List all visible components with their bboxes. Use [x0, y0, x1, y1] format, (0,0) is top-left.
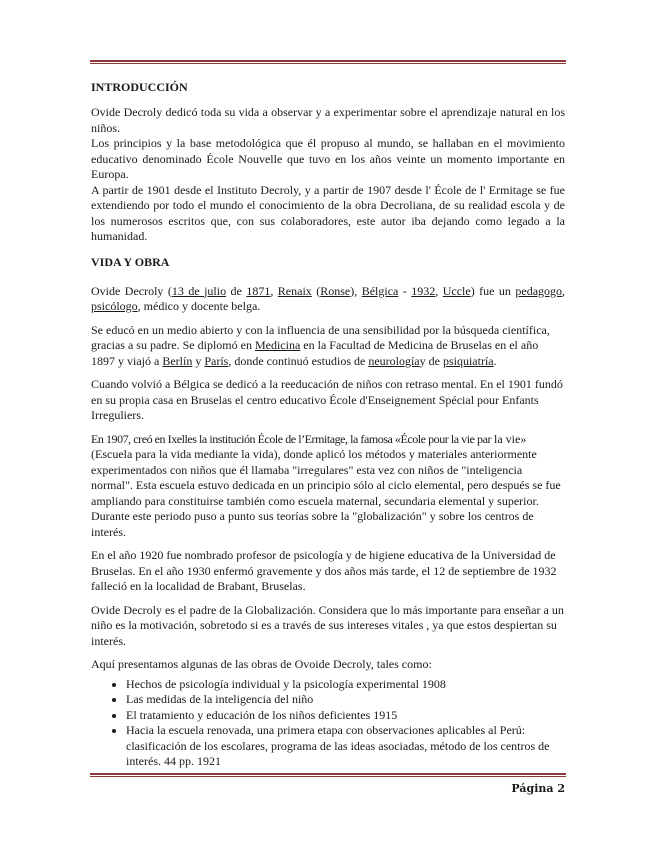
text-fragment: y de — [419, 353, 443, 368]
vida-paragraph-5: En el año 1920 fue nombrado profesor de psicología y de higiene educativa de la Universidad de Bruselas. En el año 1930 enfermó gravemente y dos años más tarde, el 12 de septiembre de 1932 falleció en la localidad de Brabant, Bruselas. — [91, 548, 557, 593]
section-gap — [91, 245, 565, 255]
text-fragment: en la Facultad de Medicina de Bruselas en el año 1897 y viajó a — [91, 338, 539, 368]
vida-paragraph-2 — [91, 323, 565, 370]
text-fragment: . — [493, 353, 497, 368]
list-item: • Las medidas de la inteligencia del niño — [126, 692, 565, 708]
link-year-birth[interactable]: 1871 — [246, 283, 271, 298]
text-fragment: , — [435, 283, 443, 298]
link-date[interactable]: 13 de julio — [171, 283, 227, 298]
vida-paragraph-6: Ovide Decroly es el padre de la Globalización. Considera que lo más importante para enseñar a un niño es la motivación, sobretodo si es a través de sus intereses vitales , ya que estos despiertan su interés. — [91, 602, 564, 648]
link-uccle[interactable]: Uccle — [442, 283, 471, 298]
text-fragment: de — [226, 283, 247, 298]
header-rule — [90, 60, 566, 64]
link-renaix[interactable]: Renaix — [277, 283, 312, 298]
link-pedagogo[interactable]: pedagogo — [515, 283, 563, 298]
vida-paragraph-7: Aquí presentamos algunas de las obras de Ovoide Decroly, tales como: — [91, 657, 432, 671]
link-berlin[interactable]: Berlín — [162, 353, 193, 368]
vida-heading: VIDA Y OBRA — [91, 254, 170, 269]
text-fragment: ( — [311, 283, 321, 298]
text-fragment: Ovide Decroly ( — [91, 283, 172, 298]
paragraph-4-rest: la vie» (Escuela para la vida mediante la vida), donde aplicó los métodos y materiales anteriormente experimentados con niños que él llamaba "irregulares" esta vez con niños de "inteligencia normal". Esta escuela estuvo dedicada en un principio sólo al ciclo elemental, pero después se fue ampliando para constituirse también como escuela maternal, secundaria elemental y superior. Durante este periodo puso a punto sus teorías sobre la "globalización" y sobre los centros de interés. — [91, 431, 561, 539]
list-item: • Hechos de psicología individual y la psicología experimental 1908 — [126, 677, 565, 693]
intro-heading: INTRODUCCIÓN — [91, 80, 188, 94]
text-fragment: , — [562, 283, 566, 298]
intro-paragraph-1: Ovide Decroly dedicó toda su vida a observar y a experimentar sobre el aprendizaje natural en los niños. — [91, 105, 565, 135]
link-medicina[interactable]: Medicina — [254, 338, 301, 352]
link-ronse[interactable]: Ronse — [320, 283, 351, 298]
list-item: • Hacia la escuela renovada, una primera etapa con observaciones aplicables al Perú: clasificación de los escolares, programa de las ideas asociadas, método de los centros de interés. 44 pp. 1921 — [126, 723, 565, 770]
link-neurologia[interactable]: neurología — [368, 353, 420, 368]
works-list — [91, 677, 565, 770]
intro-paragraph-3: A partir de 1901 desde el Instituto Decroly, y a partir de 1907 desde l' École de l' Ermitage se fue extendiendo por todo el mundo el conocimiento de la obra Decroliana, de su realidad escola y de los numerosos escritos que, con sus colaboradores, este autor iba dejando como legado a la humanidad. — [91, 182, 565, 243]
text-fragment: , donde continuó estudios de — [228, 353, 369, 368]
link-year-death[interactable]: 1932 — [411, 283, 436, 298]
list-item: • El tratamiento y educación de los niños deficientes 1915 — [126, 708, 565, 724]
page-content — [91, 80, 565, 770]
text-fragment: , médico y docente belga. — [137, 299, 261, 313]
text-fragment: ), — [350, 283, 362, 298]
page-number: Página 2 — [511, 782, 565, 795]
link-psicologo[interactable]: psicólogo — [91, 299, 138, 313]
paragraph-4-first-line: En 1907, creó en Ixelles la institución École de l’Ermitage, la famosa «École pour la vie par — [91, 431, 491, 446]
link-psiquiatria[interactable]: psiquiatría — [442, 353, 494, 368]
text-fragment: Se educó en un medio abierto y con la influencia de una sensibilidad por la búsqueda científica, gracias a su padre. Se diplomó en — [91, 322, 550, 352]
link-belgica[interactable]: Bélgica — [361, 283, 399, 298]
text-fragment: , — [270, 283, 278, 298]
text-fragment: y — [192, 353, 205, 368]
text-fragment: - — [398, 283, 412, 298]
vida-paragraph-3: Cuando volvió a Bélgica se dedicó a la reeducación de niños con retraso mental. En el 1901 fundó en su propia casa en Bruselas el centro educativo École d'Enseignement Spécial pour Enfants Irreguliers. — [91, 377, 563, 422]
intro-paragraph-2: Los principios y la base metodológica que él propuso al mundo, se hallaban en el movimiento educativo denominado École Nouvelle que tuvo en los años veinte un momento importante en Europa. — [91, 136, 565, 181]
link-paris[interactable]: París — [204, 353, 229, 368]
text-fragment: ) fue un — [470, 283, 516, 298]
vida-paragraph-4 — [91, 432, 565, 541]
vida-paragraph-1 — [91, 284, 565, 315]
footer-rule — [90, 773, 566, 777]
